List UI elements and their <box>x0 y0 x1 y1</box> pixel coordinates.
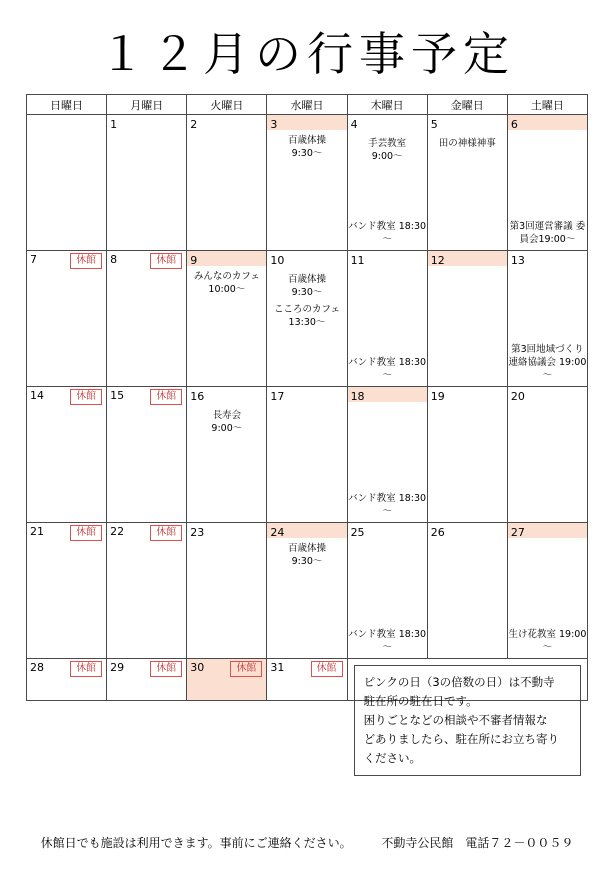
event-time: 9:00～ <box>211 423 243 434</box>
calendar-day-cell <box>27 523 107 659</box>
event-time: 9:00～ <box>371 151 403 162</box>
closed-badge: 休館 <box>230 661 262 677</box>
day-number: 11 <box>350 254 365 267</box>
event-entry <box>187 409 266 435</box>
event-entry <box>267 542 346 568</box>
calendar-day-cell <box>427 387 507 523</box>
event-entry <box>267 273 346 299</box>
calendar-week-row <box>27 387 588 523</box>
pink-duty-highlight <box>267 115 346 130</box>
weekday-header-tuesday: 火曜日 <box>187 95 267 115</box>
calendar-day-cell <box>427 523 507 659</box>
calendar-day-cell <box>347 523 427 659</box>
closed-badge: 休館 <box>70 253 102 269</box>
weekday-header-saturday: 土曜日 <box>507 95 587 115</box>
event-name: こころのカフェ <box>273 304 340 315</box>
calendar-day-cell <box>507 523 587 659</box>
day-number: 22 <box>110 525 125 538</box>
event-entry <box>508 220 587 246</box>
calendar-day-cell <box>107 251 187 387</box>
closed-badge: 休館 <box>150 253 182 269</box>
day-number: 3 <box>270 118 278 131</box>
day-number: 8 <box>110 253 118 266</box>
event-time: 13:30～ <box>288 317 326 328</box>
calendar-day-cell <box>187 115 267 251</box>
closed-badge: 休館 <box>150 661 182 677</box>
duty-note-line: ピンクの日（3の倍数の日）は不動寺 <box>363 675 555 689</box>
event-time: 9:30～ <box>291 287 323 298</box>
day-number: 14 <box>30 389 44 402</box>
pink-duty-highlight <box>348 387 427 402</box>
weekday-header-thursday: 木曜日 <box>347 95 427 115</box>
pink-duty-highlight <box>428 251 507 266</box>
duty-note-line: どありましたら、駐在所にお立ち寄り <box>363 732 560 746</box>
closed-badge: 休館 <box>150 525 182 541</box>
event-time: 19:00～ <box>542 629 587 653</box>
event-name: 田の神様神事 <box>438 138 496 149</box>
event-name: 百歳体操 <box>287 543 326 554</box>
day-number: 26 <box>430 526 445 539</box>
footer-contact: 不動寺公民館 電話７２－００５９ <box>381 836 574 850</box>
event-entry <box>428 137 507 150</box>
calendar-day-cell <box>267 115 347 251</box>
event-name: 百歳体操 <box>287 274 326 285</box>
footer <box>0 834 614 851</box>
event-time: 19:00～ <box>542 357 587 381</box>
event-entry <box>348 137 427 163</box>
closed-badge: 休館 <box>70 661 102 677</box>
calendar-day-cell <box>107 659 187 701</box>
duty-note-cell <box>347 659 587 765</box>
day-number: 5 <box>430 118 438 131</box>
calendar-day-cell <box>187 659 267 701</box>
day-number: 16 <box>190 390 205 403</box>
calendar-day-cell <box>507 251 587 387</box>
day-number: 9 <box>190 254 198 267</box>
event-time: 18:30～ <box>382 221 427 245</box>
day-number: 27 <box>510 526 525 539</box>
event-time: 10:00～ <box>208 284 246 295</box>
closed-badge: 休館 <box>70 525 102 541</box>
calendar-day-cell <box>267 251 347 387</box>
page-title: １２月の行事予定 <box>99 27 515 81</box>
day-number: 7 <box>30 253 37 266</box>
calendar-page <box>0 18 614 873</box>
event-entry <box>348 492 427 518</box>
calendar-day-cell <box>27 659 107 701</box>
event-time: 18:30～ <box>382 493 427 517</box>
event-name: 第3回地域づくり <box>511 344 584 355</box>
calendar-day-cell <box>187 387 267 523</box>
event-name: 長寿会 <box>212 410 242 421</box>
day-number: 1 <box>110 118 118 131</box>
calendar-day-cell <box>187 251 267 387</box>
weekday-header-sunday: 日曜日 <box>27 95 107 115</box>
day-number: 19 <box>430 390 445 403</box>
calendar-day-cell <box>427 115 507 251</box>
day-number: 30 <box>190 661 205 674</box>
event-entry <box>348 628 427 654</box>
day-number: 17 <box>270 390 285 403</box>
calendar-day-cell <box>27 387 107 523</box>
calendar-table <box>26 94 588 765</box>
calendar-day-cell <box>427 251 507 387</box>
event-detail: 連絡協議会 <box>508 357 556 368</box>
day-number: 12 <box>430 254 445 267</box>
day-number: 28 <box>30 661 44 674</box>
day-number: 31 <box>270 661 285 674</box>
event-time: 18:30～ <box>382 357 427 381</box>
footer-note: 休館日でも施設は利用できます。事前にご連絡ください。 <box>40 836 352 850</box>
day-number: 29 <box>110 661 125 674</box>
calendar-day-cell <box>267 387 347 523</box>
calendar-day-cell <box>107 387 187 523</box>
day-number: 18 <box>350 390 365 403</box>
calendar-day-cell <box>107 523 187 659</box>
day-number: 23 <box>190 526 205 539</box>
calendar-week-row <box>27 251 588 387</box>
calendar-day-cell <box>507 387 587 523</box>
closed-badge: 休館 <box>150 389 182 405</box>
calendar-week-row <box>27 523 588 659</box>
day-number: 24 <box>270 526 285 539</box>
weekday-header-monday: 月曜日 <box>107 95 187 115</box>
day-number: 10 <box>270 254 285 267</box>
calendar-day-cell <box>267 523 347 659</box>
event-entry <box>508 343 587 382</box>
calendar-day-cell <box>507 115 587 251</box>
event-name: バンド教室 <box>348 357 396 368</box>
event-entry <box>348 220 427 246</box>
event-entry <box>348 356 427 382</box>
duty-note-line: ください。 <box>363 751 422 765</box>
day-number: 13 <box>510 254 525 267</box>
pink-duty-highlight <box>508 523 587 538</box>
calendar-day-cell <box>267 659 347 701</box>
calendar-day-cell <box>27 115 107 251</box>
day-number: 4 <box>350 118 358 131</box>
closed-badge: 休館 <box>311 661 343 677</box>
calendar-week-row <box>27 659 588 701</box>
calendar-week-row <box>27 115 588 251</box>
duty-note-box <box>354 665 581 776</box>
event-entry <box>267 303 346 329</box>
weekday-header-row <box>27 95 588 115</box>
event-name: みんなのカフェ <box>193 271 260 282</box>
event-name: 手芸教室 <box>368 138 407 149</box>
calendar-day-cell <box>107 115 187 251</box>
day-number: 20 <box>510 390 525 403</box>
day-number: 6 <box>510 118 518 131</box>
duty-note-line: 困りごとなどの相談や不審者情報な <box>363 713 548 727</box>
event-time: 委員会19:00～ <box>519 221 586 245</box>
event-time: 18:30～ <box>382 629 427 653</box>
event-entry <box>267 134 346 160</box>
day-number: 15 <box>110 389 125 402</box>
calendar-day-cell <box>347 387 427 523</box>
event-name: 生け花教室 <box>508 629 556 640</box>
event-time: 9:30～ <box>291 148 323 159</box>
weekday-header-wednesday: 水曜日 <box>267 95 347 115</box>
event-name: 第3回運営審議 <box>509 221 573 232</box>
pink-duty-highlight <box>267 523 346 538</box>
day-number: 25 <box>350 526 365 539</box>
calendar-day-cell <box>347 115 427 251</box>
duty-note-line: 駐在所の駐在日です。 <box>363 694 478 708</box>
event-name: バンド教室 <box>348 629 396 640</box>
calendar-day-cell <box>187 523 267 659</box>
event-name: 百歳体操 <box>287 135 326 146</box>
weekday-header-friday: 金曜日 <box>427 95 507 115</box>
calendar-day-cell <box>27 251 107 387</box>
event-entry <box>187 270 266 296</box>
event-time: 9:30～ <box>291 556 323 567</box>
pink-duty-highlight <box>508 115 587 130</box>
day-number: 21 <box>30 525 44 538</box>
event-name: バンド教室 <box>348 221 396 232</box>
event-name: バンド教室 <box>348 493 396 504</box>
day-number: 2 <box>190 118 198 131</box>
pink-duty-highlight <box>187 251 266 266</box>
event-entry <box>508 628 587 654</box>
closed-badge: 休館 <box>70 389 102 405</box>
calendar-day-cell <box>347 251 427 387</box>
